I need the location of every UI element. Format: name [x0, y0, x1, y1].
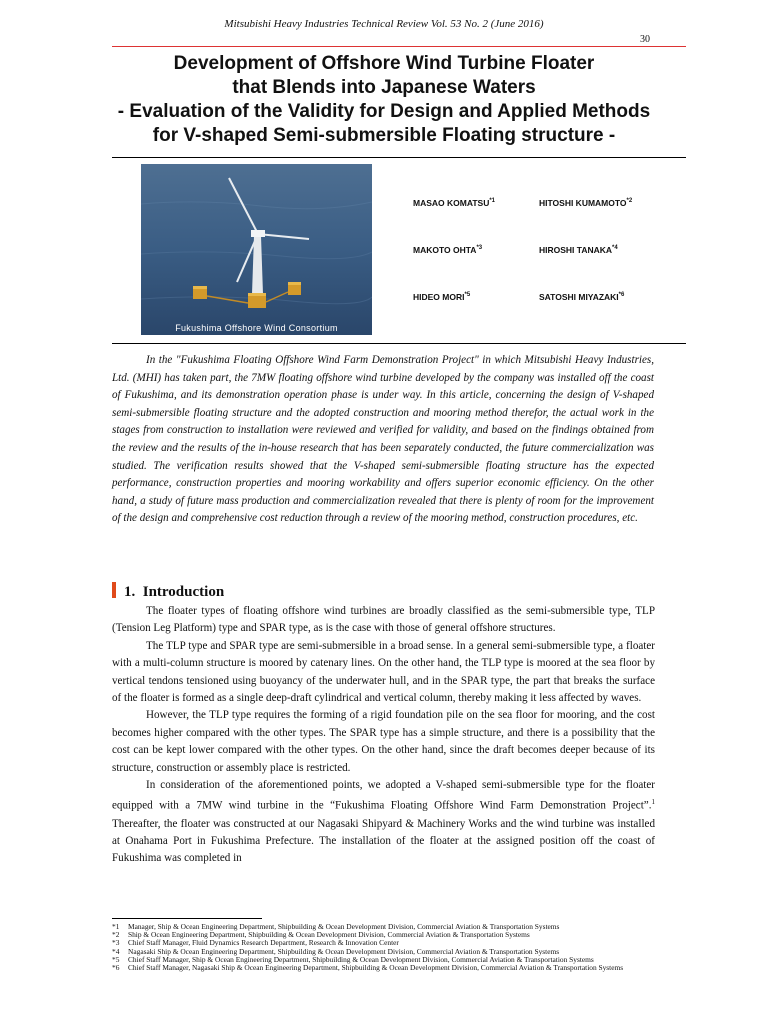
footnote: *3 Chief Staff Manager, Fluid Dynamics Research Department, Research & Innovation Center [112, 938, 399, 948]
paragraph: In consideration of the aforementioned points, we adopted a V-shaped semi-submersible type for the floater equipped with a 7MW wind turbine in the “Fukushima Floating Offshore Wind Farm Demonstration Project”.$^1$ Thereafter, the floater was constructed at our Nagasaki Shipyard & Machinery Works and the wind turbine was installed at Onahama Port in Fukushima Prefecture. The installation of the floater at the assigned position off the coast of Fukushima was completed in [112, 779, 655, 865]
title-divider [112, 157, 686, 158]
footnote: *1 Manager, Ship & Ocean Engineering Department, Shipbuilding & Ocean Development Division, Commercial Aviation & Transportation Systems [112, 922, 560, 931]
footnote: *6 Chief Staff Manager, Nagasaki Ship & Ocean Engineering Department, Shipbuilding & Ocean Development Division, Commercial Aviation & Transportation Systems [112, 963, 624, 973]
author-name: HIROSHI TANAKA$^{*4}$ [539, 245, 618, 255]
title-line-2: that Blends into Japanese Waters [232, 77, 536, 98]
title-line-1: Development of Offshore Wind Turbine Floater [173, 53, 595, 74]
paragraph: The floater types of floating offshore wind turbines are broadly classified as the semi-submersible type, TLP (Tension Leg Platform) type and SPAR type, as is the case with those of general offshore structures. [112, 605, 655, 635]
section-marker [112, 582, 116, 598]
photo-caption: Fukushima Offshore Wind Consortium [175, 323, 338, 333]
abstract: In the "Fukushima Floating Offshore Wind Farm Demonstration Project" in which Mitsubishi Heavy Industries, Ltd. (MHI) has taken part, the 7MW floating offshore wind turbine developed by the company was installed off the coast of Fukushima, and its demonstration operation phase is under way. In this article, concerning the design of V-shaped semi-submersible floating structure and the adopted construction and mooring method therefor, the actual work in the stages from construction to installation were reviewed and verified for validity, and based on the findings obtained from the review and the results of the in-house research that has been separately conducted, the future commercialization was studied. The verification results showed that the V-shaped semi-submersible floating structure has the expected performance, construction properties and mooring workability and offers superior economic efficiency. On the other hand, a study of future mass production and commercialization revealed that there is plenty of room for the improvement of the design and comprehensive cost reduction through a review of the mooring method, construction procedures, etc. [112, 354, 654, 525]
author-name: HITOSHI KUMAMOTO$^{*2}$ [539, 198, 633, 208]
body-text [112, 603, 655, 868]
paragraph: However, the TLP type requires the forming of a rigid foundation pile on the sea floor for mooring, and the cost becomes higher compared with the other types. The SPAR type has a simple structure, and there is a possibility that the cost can be kept lower compared with the other types. On the other hand, since the draft becomes deeper because of its structure, construction or assembly place is restricted. [112, 709, 655, 774]
footnote: *2 Ship & Ocean Engineering Department, Shipbuilding & Ocean Development Division, Commercial Aviation & Transportation Systems [112, 930, 530, 940]
header-rule [112, 46, 686, 47]
paragraph: The TLP type and SPAR type are semi-submersible in a broad sense. In a general semi-submersible type, a floater with a multi-column structure is moored by catenary lines. On the other hand, the TLP type is moored at the sea floor by vertical tendons tensioned using buoyancy of the underwater hull, and in the SPAR type, the part that breaks the surface of the floater is formed as a single deep-draft cylindrical and vertical column, thereby making it less affected by waves. [112, 639, 655, 705]
abstract-divider [112, 343, 686, 344]
footnote: *5 Chief Staff Manager, Ship & Ocean Engineering Department, Shipbuilding & Ocean Development Division, Commercial Aviation & Transportation Systems [112, 954, 594, 964]
author-name: MASAO KOMATSU$^{*1}$ [413, 198, 496, 208]
offshore-turbine-illustration [141, 164, 372, 335]
section-heading: 1. Introduction [112, 582, 672, 601]
page-title [80, 52, 688, 148]
author-name: HIDEO MORI$^{*5}$ [413, 292, 471, 302]
author-name: MAKOTO OHTA$^{*3}$ [413, 245, 483, 255]
author-list [413, 198, 673, 302]
wind-turbine-photo [141, 164, 372, 335]
title-line-3: - Evaluation of the Validity for Design and Applied Methods [117, 101, 651, 122]
footnote-rule [112, 918, 262, 919]
reference-mark: 1 [651, 798, 655, 807]
page-number: 30 [640, 34, 650, 45]
journal-header: Mitsubishi Heavy Industries Technical Review Vol. 53 No. 2 (June 2016) [224, 18, 544, 30]
author-name: SATOSHI MIYAZAKI$^{*6}$ [539, 292, 625, 302]
title-line-4: for V-shaped Semi-submersible Floating structure - [152, 125, 616, 146]
footnote: *4 Nagasaki Ship & Ocean Engineering Department, Shipbuilding & Ocean Development Division, Commercial Aviation & Transportation Systems [112, 946, 560, 956]
footnotes [112, 923, 660, 972]
